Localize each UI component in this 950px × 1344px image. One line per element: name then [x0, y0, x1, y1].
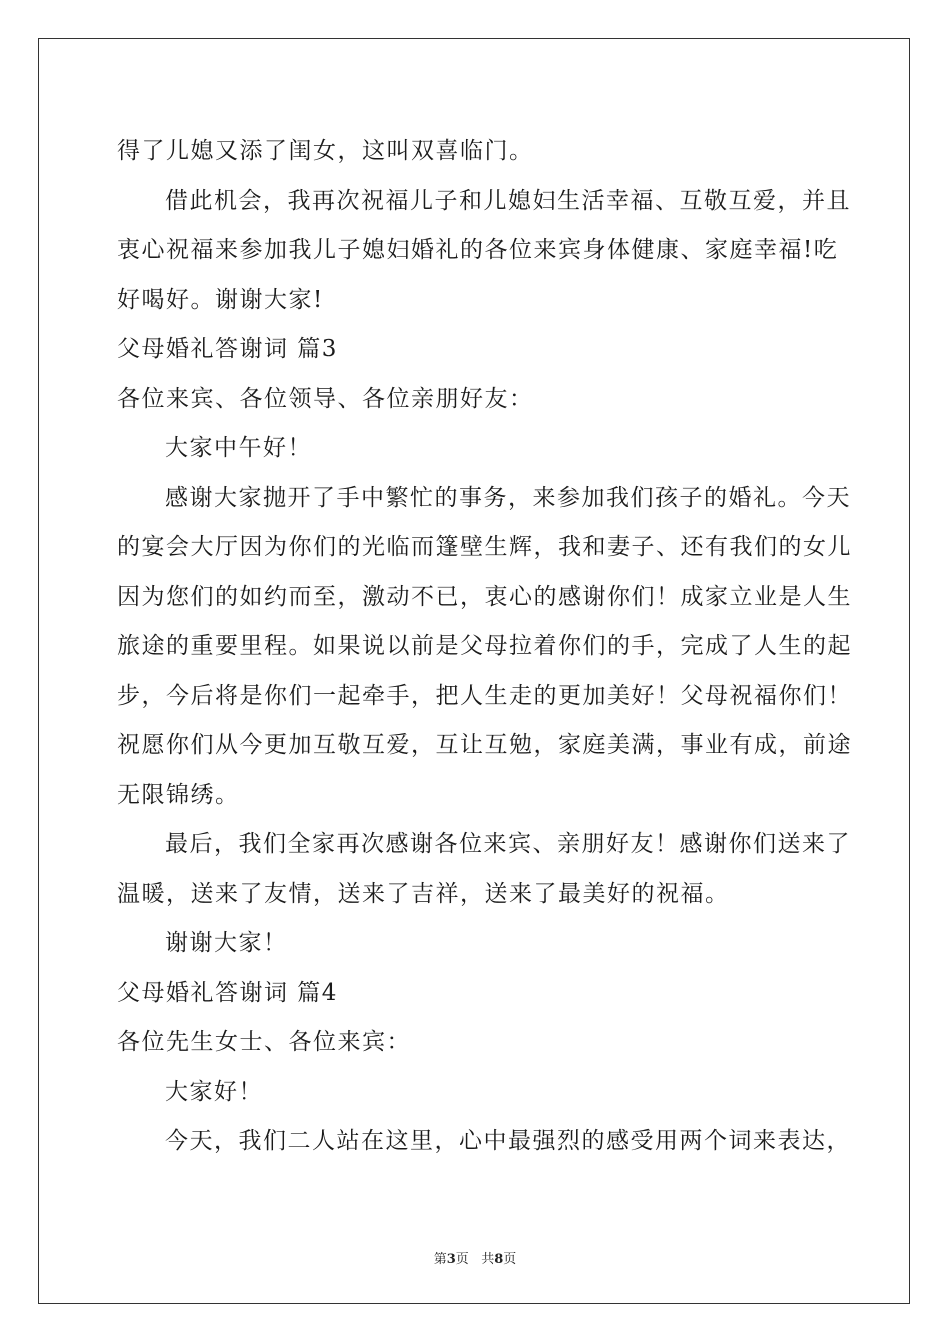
text-line: 好喝好。谢谢大家!	[117, 286, 324, 313]
text-line: 步，今后将是你们一起牵手，把人生走的更加美好！父母祝福你们！	[117, 682, 852, 709]
text-line: 因为您们的如约而至，激动不已，衷心的感谢你们！成家立业是人生	[117, 583, 852, 610]
text-line: 借此机会，我再次祝福儿子和儿媳妇生活幸福、互敬互爱，并且	[165, 187, 851, 214]
text-line: 大家中午好！	[165, 435, 312, 461]
text-line: 旅途的重要里程。如果说以前是父母拉着你们的手，完成了人生的起	[117, 633, 852, 659]
text-line: 衷心祝福来参加我儿子媳妇婚礼的各位来宾身体健康、家庭幸福!吃	[117, 237, 839, 263]
text-line: 父母婚礼答谢词 篇3	[117, 336, 338, 362]
text-line: 感谢大家抛开了手中繁忙的事务，来参加我们孩子的婚礼。今天	[165, 484, 851, 511]
footer-page-prefix: 第	[433, 1252, 447, 1267]
text-line: 大家好！	[165, 1078, 263, 1105]
footer-page-number: 3	[446, 1252, 456, 1267]
text-line: 祝愿你们从今更加互敬互爱，互让互勉，家庭美满，事业有成，前途	[117, 732, 852, 758]
footer-total-suffix: 页	[503, 1252, 517, 1267]
text-line: 谢谢大家！	[165, 930, 288, 956]
text-line: 得了儿媳又添了闺女，这叫双喜临门。	[117, 138, 534, 164]
text-line: 各位先生女士、各位来宾：	[117, 1029, 411, 1055]
text-line: 父母婚礼答谢词 篇4	[117, 979, 338, 1006]
text-line: 今天，我们二人站在这里，心中最强烈的感受用两个词来表达，	[165, 1128, 851, 1154]
text-line: 的宴会大厅因为你们的光临而篷壁生辉，我和妻子、还有我们的女儿	[117, 534, 852, 560]
document-body	[117, 127, 852, 1167]
text-line: 各位来宾、各位领导、各位亲朋好友：	[117, 385, 534, 412]
text-line: 无限锦绣。	[117, 781, 240, 808]
footer-page-suffix: 页	[455, 1252, 469, 1267]
text-line: 温暖，送来了友情，送来了吉祥，送来了最美好的祝福。	[117, 880, 730, 907]
text-line: 最后，我们全家再次感谢各位来宾、亲朋好友！感谢你们送来了	[165, 831, 851, 857]
footer-total-prefix: 共	[481, 1252, 495, 1267]
page-footer	[0, 1248, 950, 1267]
footer-total-pages: 8	[494, 1252, 504, 1267]
